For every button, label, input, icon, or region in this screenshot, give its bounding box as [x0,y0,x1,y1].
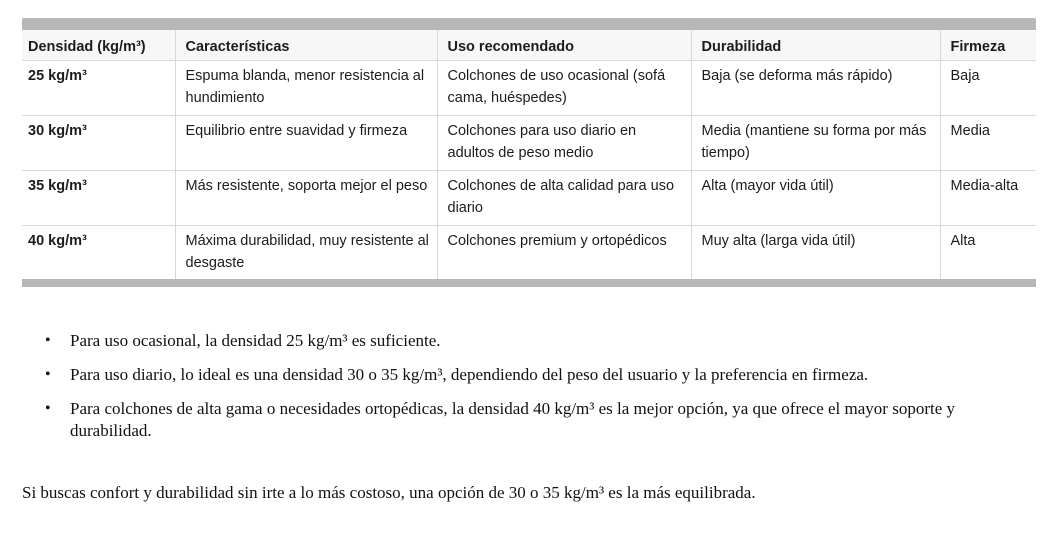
cell-uso-recomendado: Colchones de alta calidad para uso diario [437,170,691,225]
cell-densidad: 30 kg/m³ [22,115,175,170]
cell-durabilidad: Muy alta (larga vida útil) [691,225,940,280]
table-row [22,115,1036,170]
recommendations-list [0,330,1055,454]
cell-caracteristicas: Equilibrio entre suavidad y firmeza [175,115,437,170]
header-densidad: Densidad (kg/m³) [22,30,175,60]
cell-uso-recomendado: Colchones premium y ortopédicos [437,225,691,280]
table-top-bar [22,18,1036,30]
cell-firmeza: Alta [950,232,976,249]
list-item [0,364,975,386]
list-item [0,330,975,352]
cell-caracteristicas: Más resistente, soporta mejor el peso [175,170,437,225]
cell-densidad: 25 kg/m³ [22,60,175,115]
header-uso-recomendado: Uso recomendado [437,30,691,60]
cell-densidad: 35 kg/m³ [22,170,175,225]
cell-durabilidad: Media (mantiene su forma por más tiempo) [691,115,940,170]
table-header-row [22,30,1036,60]
cell-uso-recomendado: Colchones de uso ocasional (sofá cama, huéspedes) [437,60,691,115]
conclusion-paragraph: Si buscas confort y durabilidad sin irte a lo más costoso, una opción de 30 o 35 kg/m³ es la más equilibrada. [22,483,756,502]
cell-durabilidad: Baja (se deforma más rápido) [691,60,940,115]
header-durabilidad: Durabilidad [691,30,940,60]
table-row [22,225,1036,280]
cell-caracteristicas: Máxima durabilidad, muy resistente al desgaste [175,225,437,280]
density-table-container [22,18,1036,287]
bullet-icon: • [45,366,51,383]
cell-caracteristicas: Espuma blanda, menor resistencia al hundimiento [175,60,437,115]
cell-uso-recomendado: Colchones para uso diario en adultos de peso medio [437,115,691,170]
density-table [22,30,1036,280]
bullet-icon: • [45,332,51,349]
cell-firmeza: Baja [940,60,1036,115]
list-item-text: Para uso diario, lo ideal es una densidad 30 o 35 kg/m³, dependiendo del peso del usuario y la preferencia en firmeza. [70,365,869,384]
header-firmeza: Firmeza [940,30,1036,60]
cell-densidad: 40 kg/m³ [22,225,175,280]
list-item-text: Para colchones de alta gama o necesidades ortopédicas, la densidad 40 kg/m³ es la mejor opción, ya que ofrece el mayor soporte y durabilidad. [70,399,956,440]
cell-firmeza: Media [940,115,1036,170]
cell-durabilidad: Alta (mayor vida útil) [691,170,940,225]
bullet-icon: • [45,400,51,417]
table-row [22,170,1036,225]
cell-firmeza: Media-alta [940,170,1036,225]
header-caracteristicas: Características [175,30,437,60]
list-item-text: Para uso ocasional, la densidad 25 kg/m³ es suficiente. [70,331,441,350]
list-item [0,398,975,442]
table-row [22,60,1036,115]
table-bottom-bar [22,279,1036,287]
